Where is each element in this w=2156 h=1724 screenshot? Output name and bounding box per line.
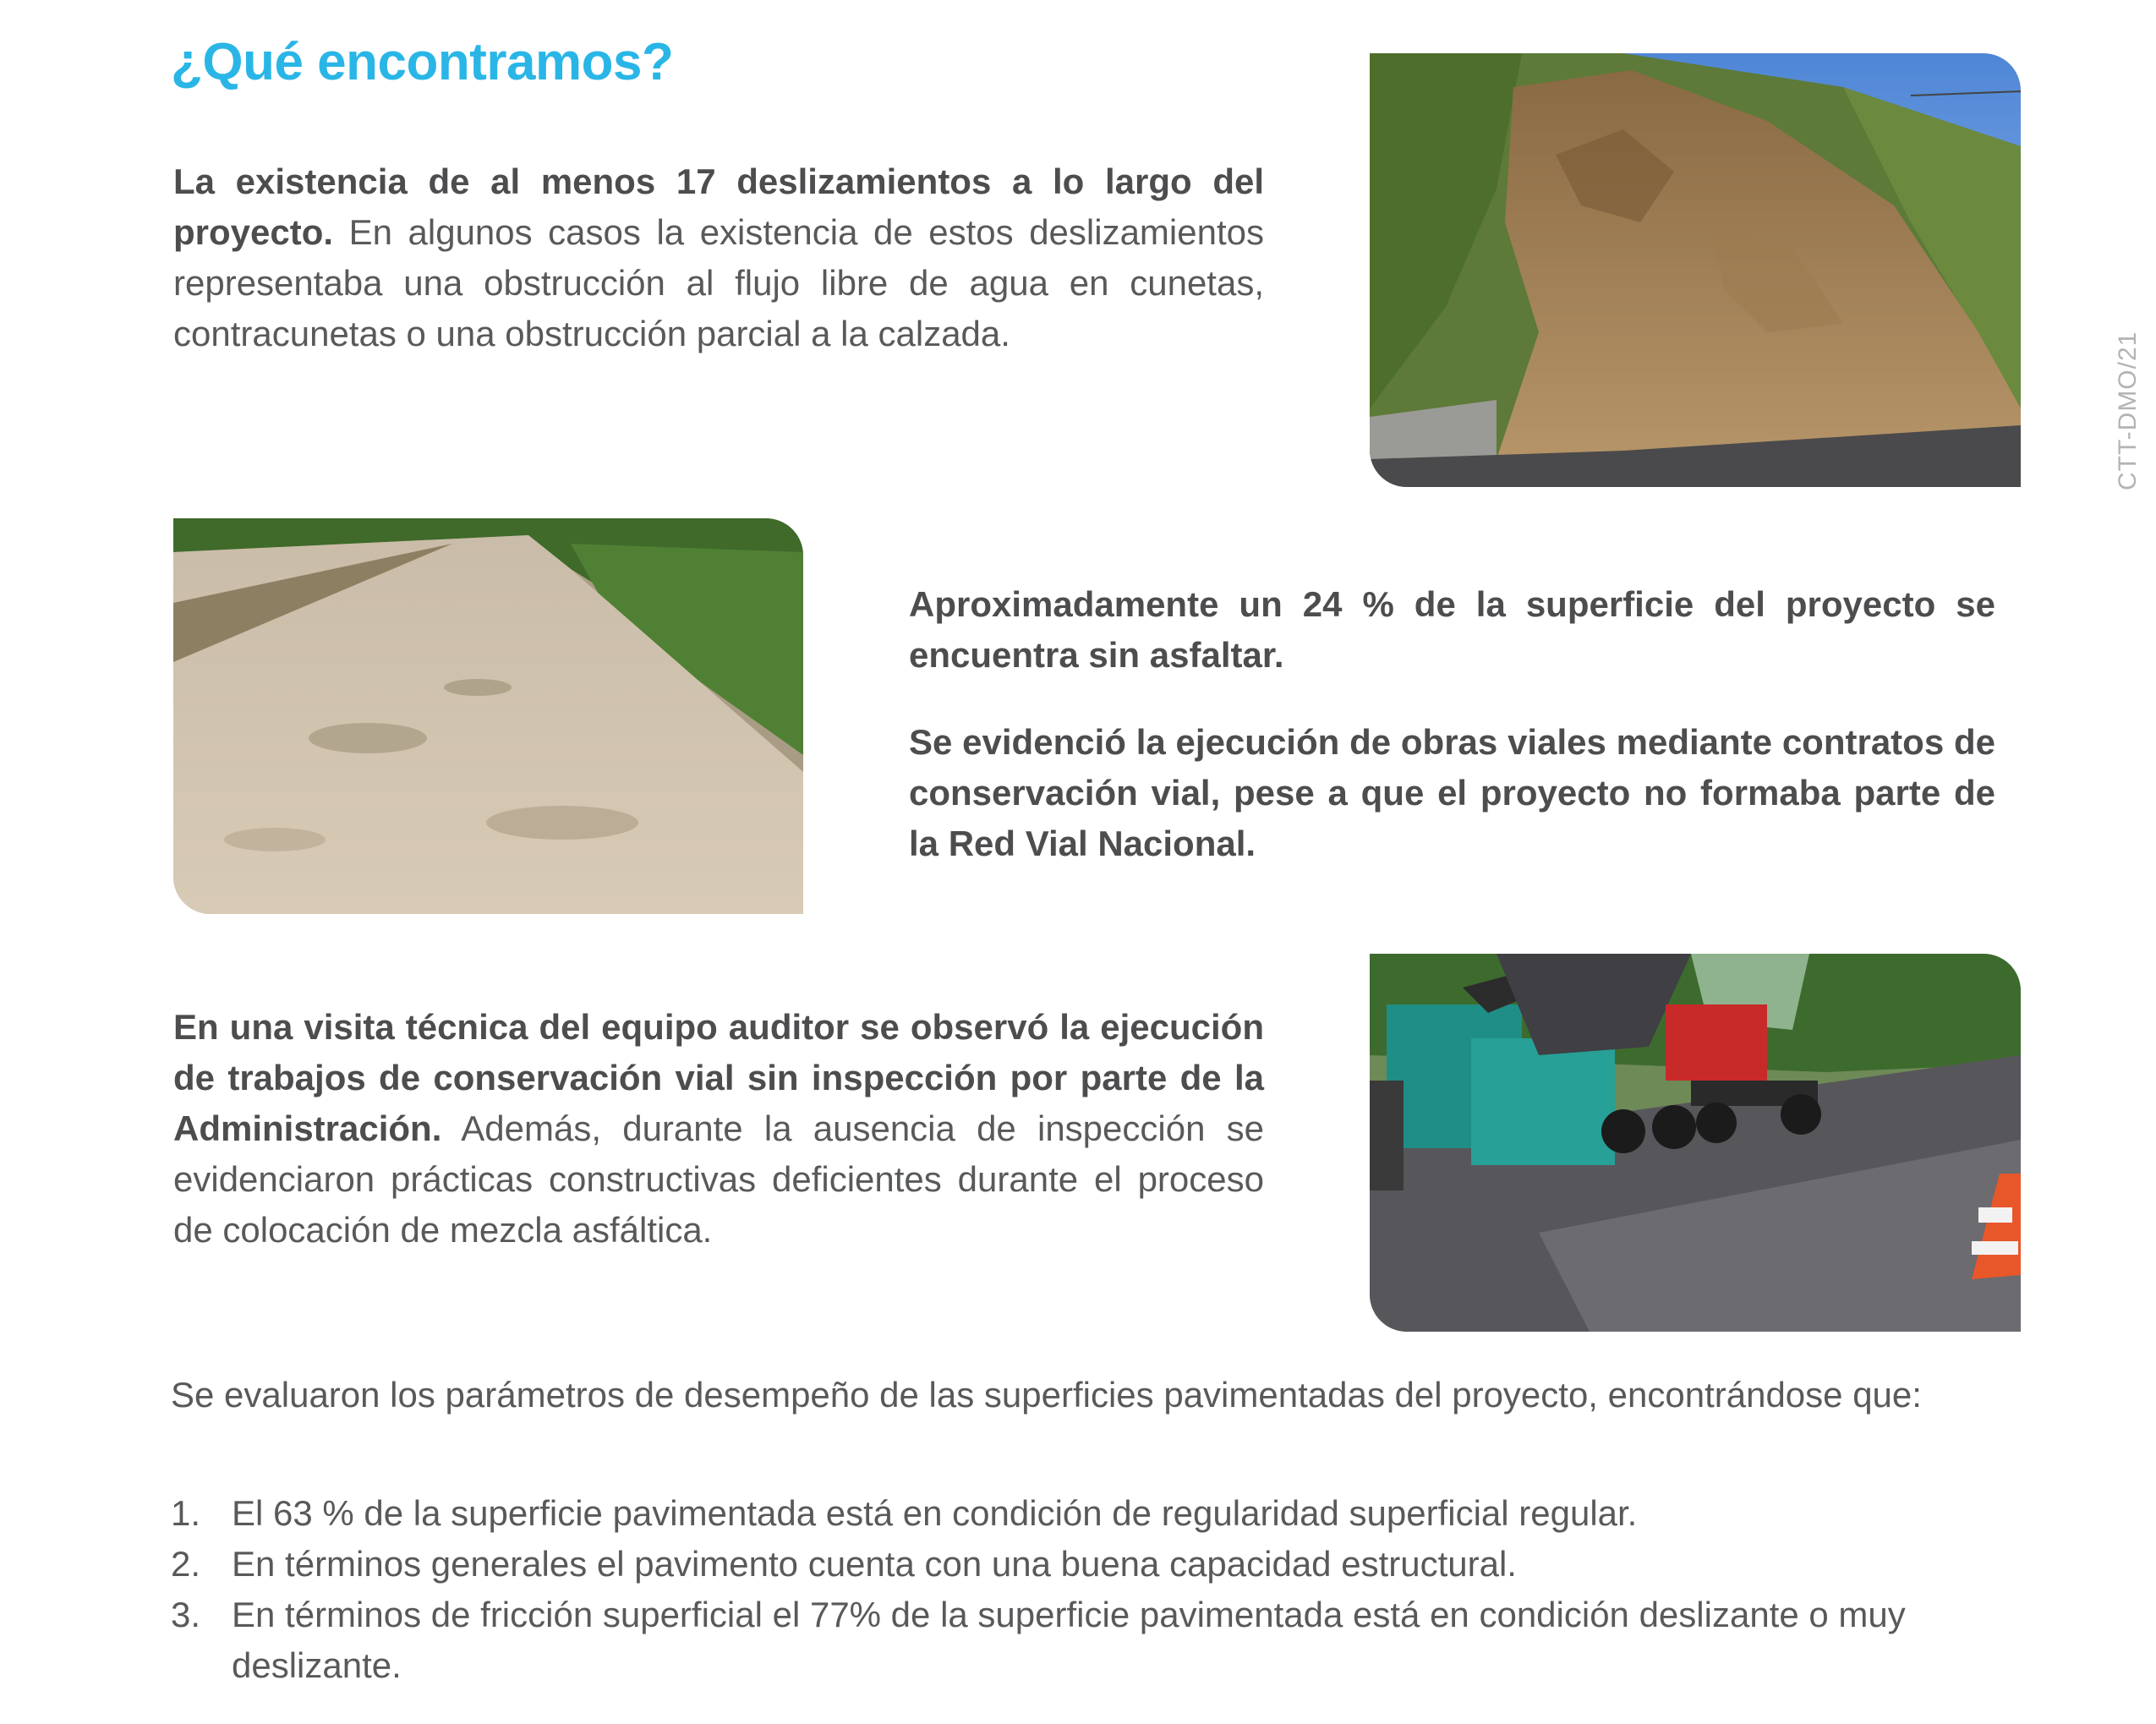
list-item [171, 1590, 1997, 1691]
list-item-number: 3. [171, 1595, 201, 1634]
document-code: CTT-DMO/21 [2114, 331, 2142, 490]
paving-machinery-photo [1370, 954, 2021, 1332]
list-item [171, 1488, 1997, 1539]
unpaved-surface-finding [909, 579, 1995, 681]
conservation-contracts-finding [909, 717, 1995, 869]
list-item-text: En términos generales el pavimento cuenta con una buena capacidad estructural. [232, 1544, 1517, 1584]
unpaved-road-photo [173, 518, 803, 914]
list-item [171, 1539, 1997, 1590]
list-item-number: 2. [171, 1544, 201, 1584]
inspection-finding [173, 1002, 1264, 1256]
list-item-text: El 63 % de la superficie pavimentada está en condición de regularidad superficial regular. [232, 1493, 1638, 1533]
landslides-finding-bold: La existencia de al menos 17 deslizamientos a lo largo del proyecto. [173, 161, 1264, 252]
landslide-photo [1370, 53, 2021, 487]
unpaved-surface-finding-bold: Aproximadamente un 24 % de la superficie del proyecto se encuentra sin asfaltar. [909, 584, 1995, 675]
page-title: ¿Qué encontramos? [171, 33, 674, 91]
performance-findings-list [171, 1488, 1997, 1691]
landslides-finding-text: En algunos casos la existencia de estos deslizamientos representaba una obstrucción al flujo libre de agua en cunetas, contracunetas o una obstrucción parcial a la calzada. [173, 212, 1264, 353]
inspection-finding-text: Además, durante la ausencia de inspección se evidenciaron prácticas constructivas deficientes durante el proceso de colocación de mezcla asfáltica. [173, 1108, 1264, 1250]
list-item-text: En términos de fricción superficial el 77% de la superficie pavimentada está en condición deslizante o muy deslizante. [232, 1595, 1906, 1685]
conservation-contracts-finding-bold: Se evidenció la ejecución de obras viales mediante contratos de conservación vial, pese a que el proyecto no formaba parte de la Red Vial Nacional. [909, 722, 1995, 863]
list-item-number: 1. [171, 1493, 201, 1533]
landslides-finding [173, 156, 1264, 359]
performance-intro: Se evaluaron los parámetros de desempeño de las superficies pavimentadas del proyecto, encontrándose que: [171, 1375, 1922, 1415]
inspection-finding-bold: En una visita técnica del equipo auditor se observó la ejecución de trabajos de conservación vial sin inspección por parte de la Administración. [173, 1007, 1264, 1148]
